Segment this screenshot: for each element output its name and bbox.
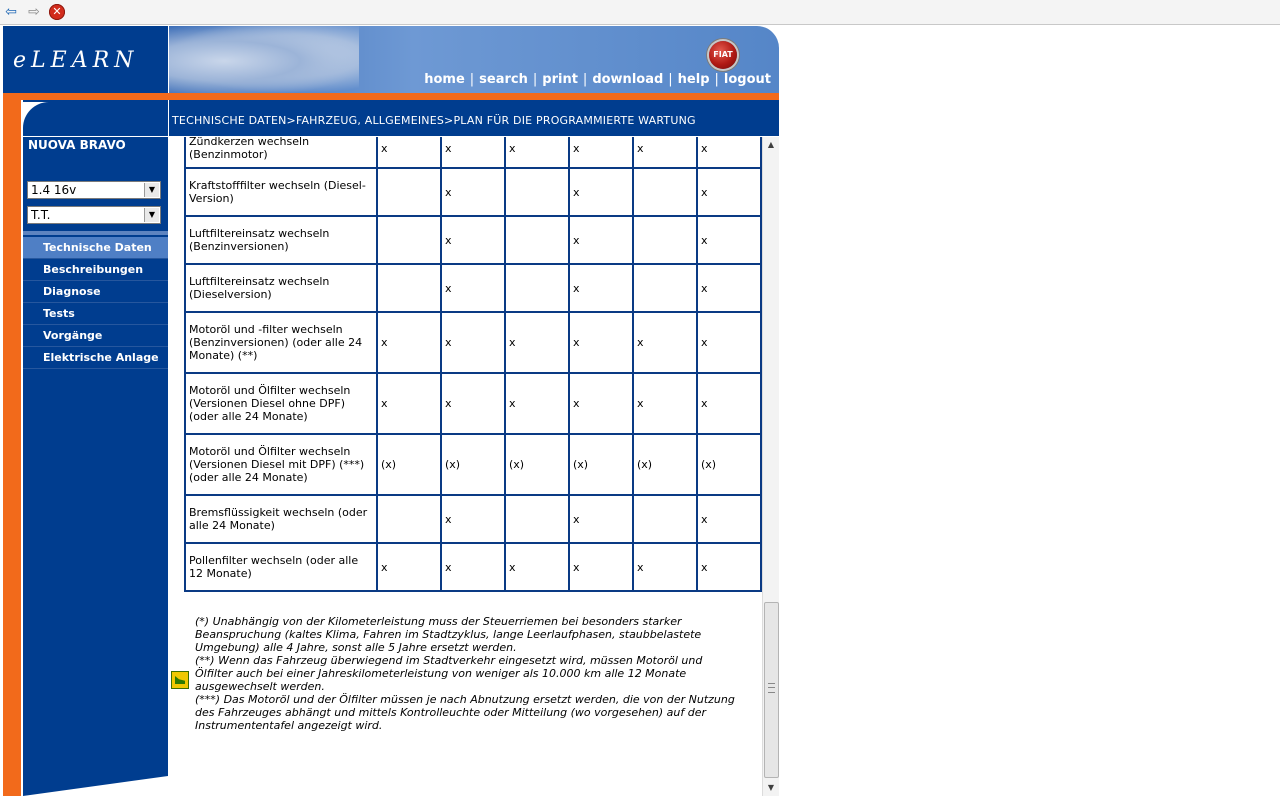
elearn-frame	[3, 26, 779, 796]
nav-separator: |	[469, 72, 475, 87]
footnote-text: (*) Unabhängig von der Kilometerleistung muss der Steuerriemen bei besonders starker Beanspruchung (kaltes Klima, Fahren im Stadtzyklus, lange Leerlaufphasen, staubbelastete Umgebung) alle 4 Jahre, sonst alle 5 Jahre ersetzt werden.	[195, 615, 702, 654]
table-cell-mark: x	[569, 495, 633, 543]
top-navigation	[424, 72, 771, 87]
table-cell-mark	[505, 168, 569, 216]
vertical-scrollbar[interactable]	[762, 137, 779, 796]
table-cell-mark: x	[569, 168, 633, 216]
table-cell-mark	[633, 264, 697, 312]
table-cell-mark: (x)	[633, 434, 697, 495]
nav-link-print[interactable]: print	[542, 72, 578, 87]
table-cell-mark: x	[569, 373, 633, 434]
grip-icon	[768, 683, 775, 693]
table-cell-mark: x	[569, 264, 633, 312]
type-select[interactable]	[27, 206, 161, 224]
stop-icon[interactable]: ✕	[49, 4, 65, 20]
table-cell-description: Motoröl und -filter wechseln (Benzinversionen) (oder alle 24 Monate) (**)	[185, 312, 377, 373]
table-cell-mark: x	[697, 373, 761, 434]
footnote-text: (***) Das Motoröl und der Ölfilter müssen je nach Abnutzung ersetzt werden, die von der Nutzung des Fahrzeuges abhängt und mittels Kontrolleuchte oder Mitteilung (wo vorgesehen) auf der Instrumententafel angezeigt wird.	[195, 693, 735, 732]
table-cell-mark: (x)	[569, 434, 633, 495]
nav-link-logout[interactable]: logout	[723, 72, 771, 87]
table-cell-mark: (x)	[441, 434, 505, 495]
back-arrow-icon[interactable]: ⇦	[5, 4, 17, 20]
footnotes	[195, 615, 735, 732]
elearn-logo: eLEARN	[13, 48, 139, 73]
chevron-down-icon[interactable]: ▼	[144, 183, 159, 197]
table-cell-mark: x	[569, 312, 633, 373]
table-cell-mark: x	[441, 264, 505, 312]
table-cell-mark: x	[569, 543, 633, 591]
nav-separator: |	[714, 72, 719, 87]
sidebar-item-elektrische-anlage[interactable]: Elektrische Anlage	[23, 347, 168, 369]
nav-separator: |	[668, 72, 673, 87]
table-cell-mark: x	[441, 373, 505, 434]
table-cell-description: Kraftstofffilter wechseln (Diesel-Version)	[185, 168, 377, 216]
sidebar-menu	[23, 237, 168, 369]
table-cell-mark: x	[633, 543, 697, 591]
scroll-down-icon[interactable]: ▼	[767, 783, 775, 792]
table-cell-mark: x	[633, 137, 697, 168]
table-cell-mark	[505, 216, 569, 264]
breadcrumb-text: TECHNISCHE DATEN>FAHRZEUG, ALLGEMEINES>PLAN FÜR DIE PROGRAMMIERTE WARTUNG	[172, 114, 696, 127]
table-cell-mark	[377, 168, 441, 216]
table-cell-mark	[633, 495, 697, 543]
table-cell-mark: x	[505, 312, 569, 373]
header-banner	[169, 26, 779, 93]
table-cell-description: Motoröl und Ölfilter wechseln (Versionen Diesel mit DPF) (***) (oder alle 24 Monate)	[185, 434, 377, 495]
table-cell-mark: x	[697, 216, 761, 264]
table-cell-mark	[505, 495, 569, 543]
breadcrumb-corner	[23, 102, 168, 136]
table-cell-description: Zündkerzen wechseln (Benzinmotor)	[185, 137, 377, 168]
table-cell-mark	[633, 168, 697, 216]
type-select-value: T.T.	[31, 208, 51, 222]
table-row	[185, 137, 761, 168]
chevron-down-icon[interactable]: ▼	[144, 208, 159, 222]
forward-arrow-icon[interactable]: ⇨	[28, 4, 40, 20]
table-cell-mark: x	[441, 216, 505, 264]
sidebar-item-vorg-nge[interactable]: Vorgänge	[23, 325, 168, 347]
banner-photo	[169, 26, 359, 93]
nav-separator: |	[532, 72, 538, 87]
table-cell-mark: (x)	[697, 434, 761, 495]
table-cell-mark: x	[569, 137, 633, 168]
content-panel	[169, 137, 762, 796]
table-cell-mark: x	[633, 373, 697, 434]
table-row	[185, 543, 761, 591]
table-cell-mark: x	[697, 137, 761, 168]
table-row	[185, 312, 761, 373]
nav-link-home[interactable]: home	[424, 72, 465, 87]
sidebar	[23, 137, 168, 796]
engine-select-value: 1.4 16v	[31, 183, 77, 197]
table-row	[185, 495, 761, 543]
table-cell-mark: x	[633, 312, 697, 373]
model-title: NUOVA BRAVO	[28, 138, 126, 152]
table-cell-mark: x	[697, 168, 761, 216]
sidebar-bottom-corner	[23, 776, 168, 796]
table-cell-mark: x	[441, 312, 505, 373]
table-cell-mark	[377, 495, 441, 543]
sidebar-divider	[23, 231, 168, 235]
table-cell-description: Luftfiltereinsatz wechseln (Dieselversion)	[185, 264, 377, 312]
table-cell-mark: x	[697, 264, 761, 312]
table-cell-description: Bremsflüssigkeit wechseln (oder alle 24 Monate)	[185, 495, 377, 543]
table-cell-mark: x	[377, 543, 441, 591]
table-cell-mark: x	[697, 312, 761, 373]
breadcrumb	[169, 102, 779, 136]
table-row	[185, 264, 761, 312]
table-cell-mark: x	[569, 216, 633, 264]
table-row	[185, 216, 761, 264]
table-cell-mark: x	[441, 495, 505, 543]
table-row	[185, 434, 761, 495]
nav-link-download[interactable]: download	[592, 72, 664, 87]
table-cell-mark: x	[377, 137, 441, 168]
table-cell-mark: x	[697, 543, 761, 591]
table-cell-mark: x	[377, 312, 441, 373]
footnote-text: (**) Wenn das Fahrzeug überwiegend im Stadtverkehr eingesetzt wird, müssen Motoröl und Ölfilter auch bei einer Jahreskilometerleistung von weniger als 10.000 km alle 12 Monate ausgewechselt werden.	[195, 654, 703, 693]
browser-toolbar	[0, 0, 1280, 25]
note-icon	[171, 671, 189, 689]
table-cell-description: Motoröl und Ölfilter wechseln (Versionen Diesel ohne DPF) (oder alle 24 Monate)	[185, 373, 377, 434]
table-cell-mark: (x)	[377, 434, 441, 495]
table-cell-description: Luftfiltereinsatz wechseln (Benzinversionen)	[185, 216, 377, 264]
table-cell-mark: x	[441, 543, 505, 591]
sidebar-item-technische-daten[interactable]: Technische Daten	[23, 237, 168, 259]
scroll-up-icon[interactable]: ▲	[767, 140, 775, 149]
left-stripe	[3, 100, 21, 796]
logo-area	[3, 26, 168, 93]
divider	[3, 93, 779, 100]
table-cell-mark: x	[505, 137, 569, 168]
sidebar-item-tests[interactable]: Tests	[23, 303, 168, 325]
table-cell-mark	[377, 216, 441, 264]
scrollbar-thumb[interactable]	[764, 602, 779, 778]
fiat-logo: FIAT	[709, 41, 737, 69]
table-row	[185, 168, 761, 216]
table-cell-description: Pollenfilter wechseln (oder alle 12 Monate)	[185, 543, 377, 591]
sidebar-item-diagnose[interactable]: Diagnose	[23, 281, 168, 303]
nav-link-help[interactable]: help	[677, 72, 710, 87]
table-cell-mark: (x)	[505, 434, 569, 495]
table-cell-mark: x	[441, 168, 505, 216]
engine-select[interactable]	[27, 181, 161, 199]
maintenance-table	[184, 137, 762, 592]
table-cell-mark: x	[505, 373, 569, 434]
table-cell-mark: x	[697, 495, 761, 543]
sidebar-item-beschreibungen[interactable]: Beschreibungen	[23, 259, 168, 281]
table-cell-mark	[633, 216, 697, 264]
table-cell-mark	[505, 264, 569, 312]
table-cell-mark: x	[377, 373, 441, 434]
table-cell-mark: x	[505, 543, 569, 591]
nav-separator: |	[582, 72, 588, 87]
nav-link-search[interactable]: search	[479, 72, 528, 87]
table-row	[185, 373, 761, 434]
table-cell-mark: x	[441, 137, 505, 168]
table-cell-mark	[377, 264, 441, 312]
